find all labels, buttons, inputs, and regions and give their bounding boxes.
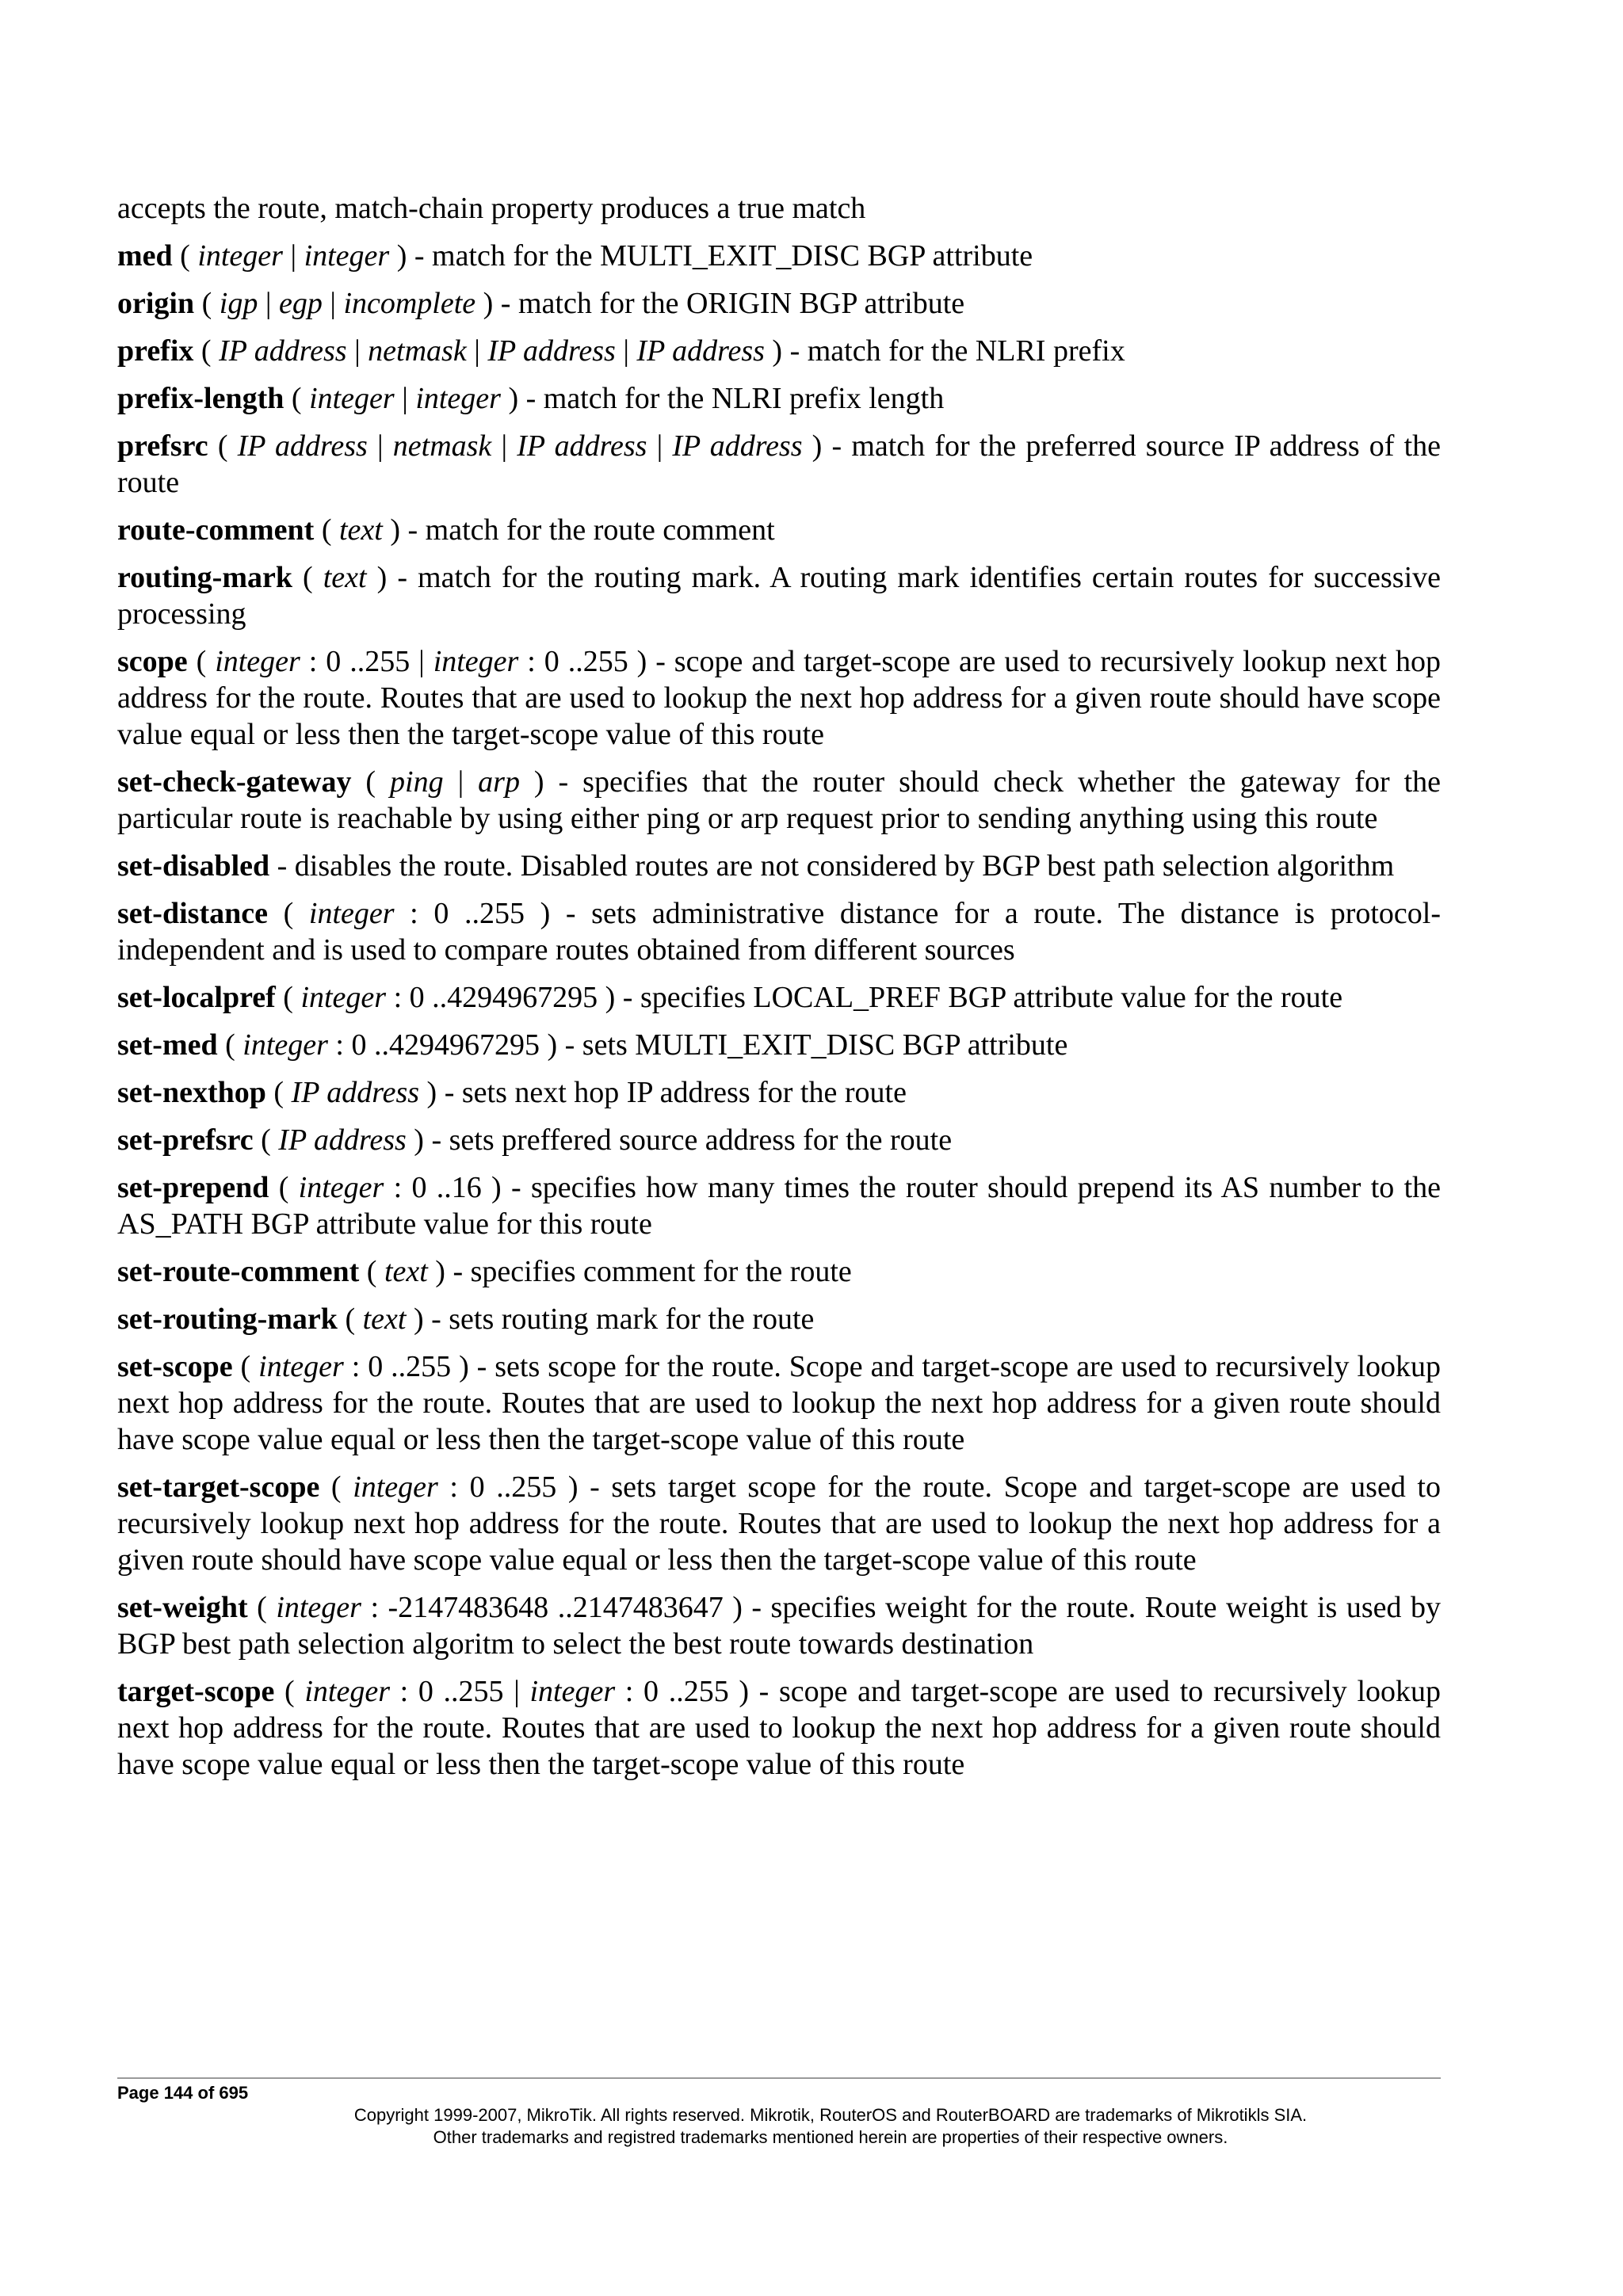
property-argument: integer	[529, 1675, 616, 1708]
property-text: ) - specifies that the router should check whether the gateway for the particular route is reachable by using either ping or arp request prior to sending anything using this route	[117, 765, 1441, 835]
property-argument: ping	[390, 765, 444, 799]
property-text: |	[491, 429, 517, 463]
property-text: ) - sets preffered source address for the route	[406, 1123, 953, 1157]
property-text: : 0 ..255 ) - scope and target-scope are used to recursively lookup next hop address for the route. Routes that are used to lookup the next hop address for a given route should have scope value equal or less then the target-scope value of this route	[117, 645, 1442, 751]
property-entry	[117, 1253, 1441, 1290]
property-text: : -2147483648 ..2147483647 ) - specifies weight for the route. Route weight is used by BGP best path selection algoritm to select the best route towards destination	[117, 1591, 1441, 1661]
property-entry	[117, 1469, 1441, 1578]
property-argument: integer	[304, 1675, 390, 1708]
property-text: (	[314, 513, 339, 547]
property-text: (	[187, 645, 216, 678]
property-text: : 0 ..255 ) - sets scope for the route. Scope and target-scope are used to recursively lookup next hop address for the route. Routes that are used to lookup the next hop address for a given route should have scope value equal or less then the target-scope value of this route	[117, 1350, 1442, 1456]
property-name: set-scope	[117, 1350, 233, 1383]
property-name: origin	[117, 287, 195, 320]
property-text: |	[647, 429, 673, 463]
property-argument: integer	[353, 1470, 438, 1504]
property-text: : 0 ..255 ) - scope and target-scope are used to recursively lookup next hop address for the route. Routes that are used to lookup the next hop address for a given route should have scope value equal or less then the target-scope value of this route	[117, 1675, 1442, 1781]
property-text: ) - sets next hop IP address for the route	[419, 1076, 907, 1109]
property-text: ) - match for the NLRI prefix	[764, 334, 1125, 368]
property-argument: integer	[300, 981, 387, 1014]
property-text: (	[267, 897, 309, 930]
property-text: |	[282, 239, 304, 273]
property-argument: integer	[258, 1350, 344, 1383]
property-entry	[117, 512, 1441, 548]
property-text: |	[346, 334, 369, 368]
property-entry	[117, 380, 1441, 417]
property-text: (	[194, 287, 220, 320]
property-entry	[117, 238, 1441, 274]
property-name: set-prepend	[117, 1171, 269, 1204]
copyright-notice	[117, 2104, 1544, 2149]
property-text: : 0 ..255 ) - sets target scope for the route. Scope and target-scope are used to recursively lookup next hop address for the route. Routes that are used to lookup the next hop address for a given route should have scope value equal or less then the target-scope value of this route	[117, 1470, 1441, 1577]
property-entry	[117, 1122, 1441, 1158]
property-argument: integer	[242, 1028, 328, 1062]
property-argument: IP address	[636, 334, 765, 368]
property-name: med	[117, 239, 173, 273]
property-name: prefsrc	[117, 429, 208, 463]
property-argument: netmask	[392, 429, 492, 463]
property-entry	[117, 285, 1441, 322]
property-argument: incomplete	[343, 287, 476, 320]
property-text: (	[319, 1470, 353, 1504]
property-text: (	[193, 334, 220, 368]
property-name: prefix	[117, 334, 194, 368]
property-name: set-target-scope	[117, 1470, 320, 1504]
property-entry	[117, 979, 1441, 1016]
copyright-line: Copyright 1999-2007, MikroTik. All rights reserved. Mikrotik, RouterOS and RouterBOARD are trademarks of Mikrotikls SIA.	[353, 2105, 1308, 2125]
property-name: set-routing-mark	[117, 1302, 338, 1336]
property-argument: integer	[197, 239, 283, 273]
property-text: |	[615, 334, 637, 368]
property-entry	[117, 333, 1441, 369]
property-text: (	[265, 1076, 292, 1109]
property-argument: text	[323, 561, 367, 594]
property-argument: integer	[298, 1171, 384, 1204]
property-argument: IP address	[219, 334, 347, 368]
property-entry	[117, 559, 1441, 632]
page-number: Page 144 of 695	[117, 2083, 249, 2103]
property-text: (	[172, 239, 198, 273]
property-argument: integer	[415, 382, 501, 415]
lead-paragraph: accepts the route, match-chain property produces a true match	[117, 192, 866, 225]
property-text: ) - match for the preferred source IP address of the route	[117, 429, 1442, 499]
property-entry	[117, 1348, 1441, 1458]
trademark-line: Other trademarks and registred trademarks mentioned herein are properties of their respective owners.	[433, 2127, 1228, 2147]
property-text: ) - match for the route comment	[382, 513, 775, 547]
document-body	[117, 190, 1441, 1794]
property-entry	[117, 1589, 1441, 1662]
property-entry	[117, 1074, 1441, 1111]
property-argument: IP address	[237, 429, 368, 463]
property-argument: integer	[304, 239, 390, 273]
property-text: ) - match for the MULTI_EXIT_DISC BGP attribute	[389, 239, 1033, 273]
property-list	[117, 238, 1441, 1783]
property-text: (	[351, 765, 391, 799]
property-text: (	[247, 1591, 277, 1624]
property-name: set-route-comment	[117, 1255, 360, 1288]
property-entry	[117, 1027, 1441, 1063]
property-text: (	[269, 1171, 299, 1204]
property-name: set-med	[117, 1028, 218, 1062]
property-name: set-check-gateway	[117, 765, 352, 799]
property-entry	[117, 895, 1441, 968]
property-text: (	[208, 429, 238, 463]
property-argument: igp	[219, 287, 258, 320]
property-name: set-localpref	[117, 981, 276, 1014]
property-name: route-comment	[117, 513, 315, 547]
property-argument: text	[384, 1255, 428, 1288]
footer-divider	[117, 2077, 1441, 2079]
property-text: (	[253, 1123, 279, 1157]
property-entry	[117, 764, 1441, 837]
property-entry	[117, 643, 1441, 753]
property-text: |	[394, 382, 416, 415]
property-entry	[117, 428, 1441, 501]
property-text: (	[292, 561, 323, 594]
property-argument: text	[362, 1302, 407, 1336]
property-entry	[117, 1673, 1441, 1783]
property-text: ) - match for the routing mark. A routing mark identifies certain routes for successive processing	[117, 561, 1442, 631]
property-entry	[117, 1169, 1441, 1242]
property-name: routing-mark	[117, 561, 292, 594]
property-text: : 0 ..4294967295 ) - specifies LOCAL_PREF BGP attribute value for the route	[386, 981, 1343, 1014]
property-text: ) - sets routing mark for the route	[406, 1302, 815, 1336]
property-argument: egp	[278, 287, 323, 320]
property-text: : 0 ..255 ) - sets administrative distance for a route. The distance is protocol-independent and is used to compare routes obtained from different sources	[117, 897, 1441, 967]
property-text: ) - specifies comment for the route	[427, 1255, 852, 1288]
property-name: target-scope	[117, 1675, 275, 1708]
property-text: (	[232, 1350, 259, 1383]
property-entry	[117, 848, 1441, 884]
property-name: set-disabled	[117, 849, 270, 883]
property-text: |	[466, 334, 488, 368]
property-argument: integer	[433, 645, 519, 678]
property-text: |	[443, 765, 479, 799]
property-text: (	[274, 1675, 305, 1708]
property-text: ) - match for the NLRI prefix length	[500, 382, 945, 415]
property-text: ) - match for the ORIGIN BGP attribute	[475, 287, 965, 320]
property-argument: netmask	[368, 334, 467, 368]
property-name: scope	[117, 645, 188, 678]
property-argument: integer	[309, 382, 395, 415]
property-text: : 0 ..16 ) - specifies how many times the router should prepend its AS number to the AS_PATH BGP attribute value for this route	[117, 1171, 1441, 1241]
property-text: : 0 ..4294967295 ) - sets MULTI_EXIT_DISC BGP attribute	[327, 1028, 1068, 1062]
property-text: : 0 ..255 |	[300, 645, 433, 678]
property-argument: IP address	[278, 1123, 407, 1157]
property-argument: integer	[308, 897, 395, 930]
property-argument: IP address	[672, 429, 803, 463]
property-text: (	[284, 382, 310, 415]
property-argument: IP address	[517, 429, 647, 463]
property-argument: text	[338, 513, 383, 547]
property-argument: integer	[276, 1591, 361, 1624]
property-name: set-weight	[117, 1591, 248, 1624]
property-text: |	[322, 287, 344, 320]
property-name: set-nexthop	[117, 1076, 266, 1109]
property-text: |	[367, 429, 393, 463]
property-text: - disables the route. Disabled routes are not considered by BGP best path selection algorithm	[269, 849, 1395, 883]
property-text: : 0 ..255 |	[390, 1675, 530, 1708]
property-text: (	[359, 1255, 384, 1288]
property-argument: arp	[478, 765, 520, 799]
property-text: (	[275, 981, 301, 1014]
property-entry	[117, 1301, 1441, 1337]
property-argument: IP address	[487, 334, 616, 368]
property-text: (	[217, 1028, 243, 1062]
property-text: (	[337, 1302, 363, 1336]
property-name: set-prefsrc	[117, 1123, 254, 1157]
property-name: set-distance	[117, 897, 268, 930]
property-argument: integer	[215, 645, 300, 678]
property-text: |	[258, 287, 279, 320]
property-argument: IP address	[291, 1076, 420, 1109]
property-name: prefix-length	[117, 382, 285, 415]
